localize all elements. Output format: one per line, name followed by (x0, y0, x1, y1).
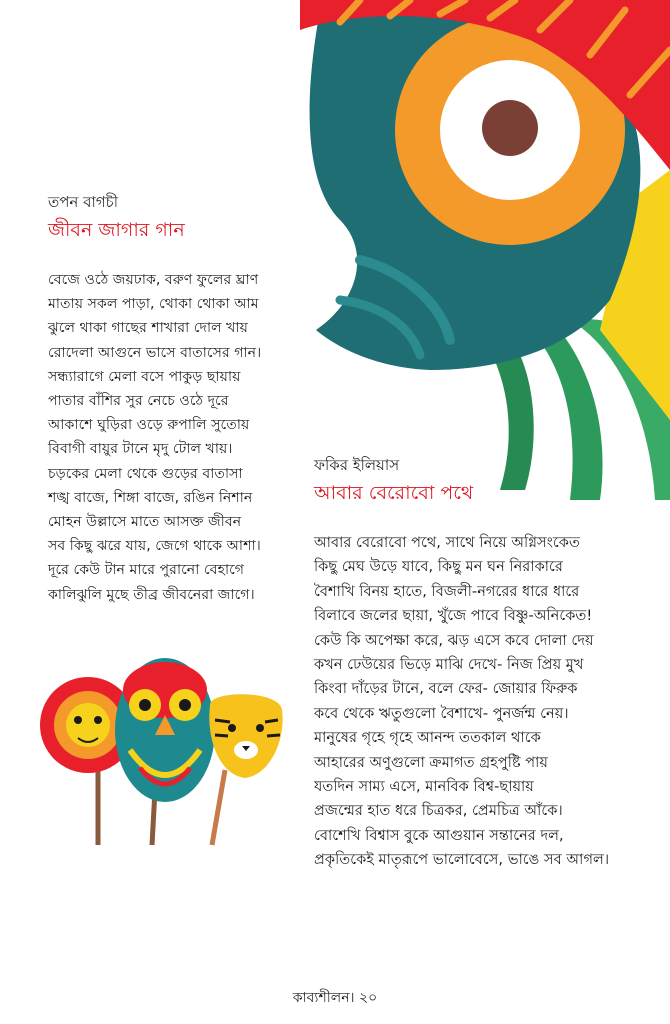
poem-line: মোহন উল্লাসে মাতে আসক্ত জীবন (48, 514, 242, 531)
poem-left-title: জীবন জাগার গান (48, 219, 185, 241)
poem-line: পাতার বাঁশির সুর নেচে ওঠে দূরে (48, 393, 229, 410)
poem-line: প্রকৃতিকেই মাতৃরূপে ভালোবেসে, ভাঙে সব আগল। (314, 851, 610, 869)
poem-right (314, 455, 659, 873)
festival-masks-icon (30, 650, 290, 850)
page-footer: কাব্যশীলন। ২০ (292, 990, 378, 1006)
poem-line: ঝুলে থাকা গাছের শাখারা দোল খায় (48, 320, 248, 337)
poem-right-title: আবার বেরোবো পথে (314, 482, 474, 504)
poem-line: আবার বেরোবো পথে, সাথে নিয়ে অগ্নিসংকেত (314, 534, 580, 551)
poem-line: আহারের অণুগুলো ক্রমাগত গ্রহপুষ্টি পায় (314, 753, 548, 771)
poem-line: বিলাবে জলের ছায়া, খুঁজে পাবে বিষ্ণু-অনিকেত! (314, 607, 593, 625)
bird-face-icon (300, 0, 670, 520)
poem-line: শঙ্খ বাজে, শিঙ্গা বাজে, রঙিন নিশান (48, 489, 253, 506)
poem-line: যতদিন সাম্য এসে, মানবিক বিশ্ব-ছায়ায় (314, 778, 534, 796)
poem-line: সন্ধ্যারাগে মেলা বসে পাকুড় ছায়ায় (48, 368, 241, 385)
poem-line: বৈশাখি বিনয় হাতে, বিজলী-নগরের ধারে ধারে (314, 582, 580, 600)
poem-line: কেউ কি অপেক্ষা করে, ঝড় এসে কবে দোলা দেয় (314, 631, 594, 649)
poem-left (48, 192, 308, 607)
poem-line: বিবাগী বায়ুর টানে মৃদু টোল খায়। (48, 441, 233, 458)
poem-line: বেজে ওঠে জয়ঢাক, বরুণ ফুলের ঘ্রাণ (48, 272, 259, 288)
poem-left-author: তপন বাগচী (48, 193, 119, 211)
poem-line: কালিঝুলি মুছে তীব্র জীবনেরা জাগে। (48, 586, 255, 603)
poem-line: মাতায় সকল পাড়া, থোকা থোকা আম (48, 296, 259, 313)
poem-right-lines (314, 531, 659, 873)
poem-line: কখন ঢেউয়ের ভিড়ে মাঝি দেখে- নিজ প্রিয় মুখ (314, 656, 584, 674)
poem-line: প্রজন্মের হাত ধরে চিত্রকর, প্রেমচিত্র আঁকে। (314, 802, 563, 820)
poem-line: মানুষের গৃহে গৃহে আনন্দ ততকাল থাকে (314, 729, 541, 747)
poem-line: কিংবা দাঁড়ের টানে, বলে ফের- জোয়ার ফিরুক (314, 680, 578, 698)
poem-right-author: ফকির ইলিয়াস (314, 456, 400, 474)
poem-line: কবে থেকে ঋতুগুলো বৈশাখে- পুনর্জন্ম নেয়। (314, 704, 569, 722)
poem-line: কিছু মেঘ উড়ে যাবে, কিছু মন ঘন নিরাকারে (314, 558, 563, 576)
poem-line: বোশেখি বিশ্বাস বুকে আগুয়ান সন্তানের দল, (314, 826, 564, 844)
poem-line: আকাশে ঘুড়িরা ওড়ে রুপালি সুতোয় (48, 417, 250, 434)
poem-line: চড়কের মেলা থেকে গুড়ের বাতাসা (48, 465, 243, 482)
poem-line: সব কিছু ঝরে যায়, জেগে থাকে আশা। (48, 538, 261, 555)
poem-line: দূরে কেউ টান মারে পুরানো বেহাগে (48, 562, 245, 579)
poem-line: রোদেলা আগুনে ভাসে বাতাসের গান। (48, 344, 262, 361)
poem-left-lines (48, 268, 308, 607)
